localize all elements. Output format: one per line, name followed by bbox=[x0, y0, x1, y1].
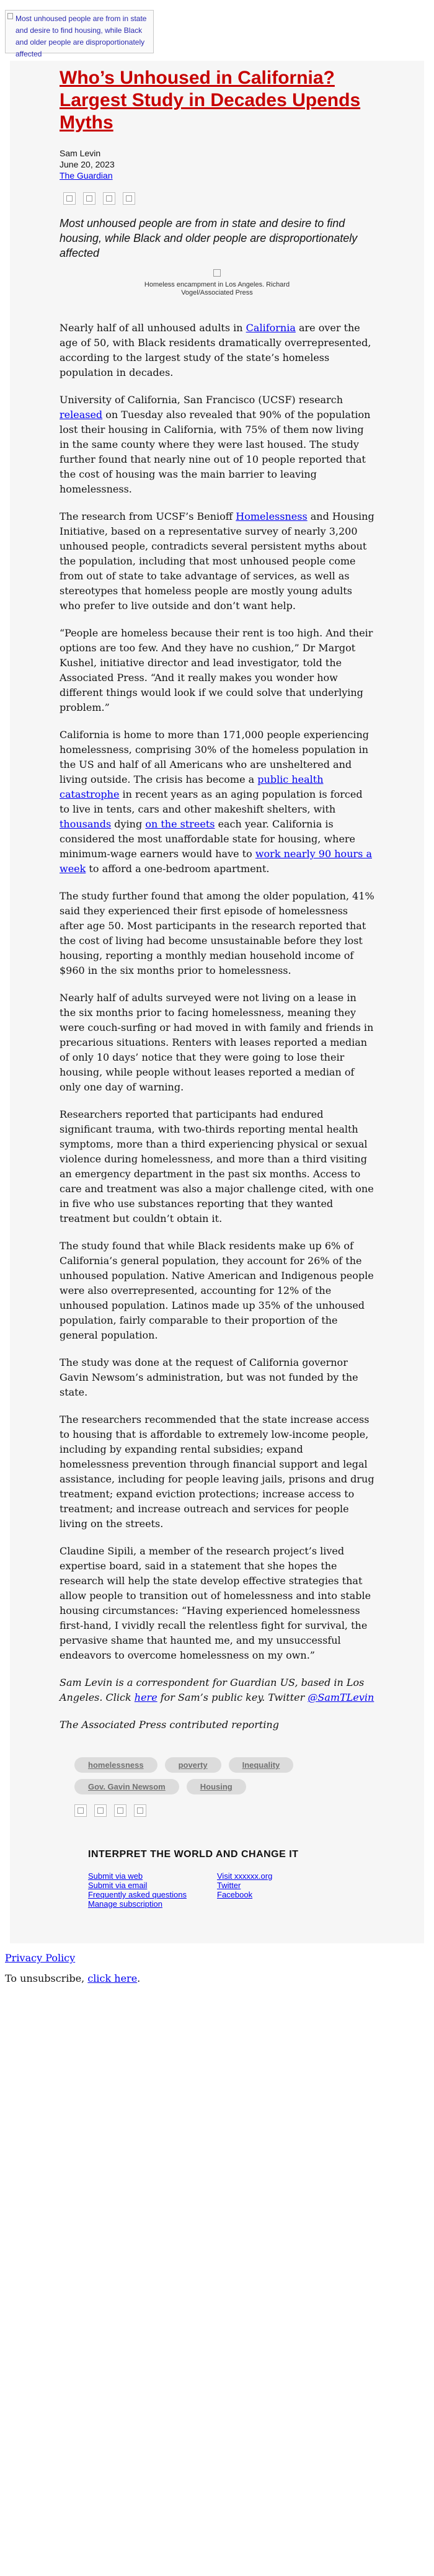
share-icon[interactable] bbox=[123, 192, 135, 205]
footer-link[interactable]: Submit via email bbox=[88, 1881, 148, 1890]
article-byline bbox=[60, 148, 374, 181]
article-body bbox=[60, 321, 374, 1732]
share-icon[interactable] bbox=[103, 192, 115, 205]
source-link[interactable]: The Guardian bbox=[60, 171, 113, 180]
inline-link[interactable]: released bbox=[60, 409, 103, 421]
author-bio: Sam Levin is a correspondent for Guardian US, based in Los Angeles. Click here for Sam’s public key. Twitter @SamTLevin bbox=[60, 1677, 374, 1703]
inline-link[interactable]: on the streets bbox=[145, 818, 215, 830]
article-standfirst: Most unhoused people are from in state and desire to find housing, while Black and older people are disproportionately affected bbox=[60, 217, 358, 259]
share-icon[interactable] bbox=[83, 192, 95, 205]
twitter-handle-link[interactable]: @SamTLevin bbox=[308, 1691, 374, 1703]
footer-title: INTERPRET THE WORLD AND CHANGE IT bbox=[88, 1849, 299, 1860]
footer-link[interactable]: Frequently asked questions bbox=[88, 1890, 187, 1899]
paragraph: Claudine Sipili, a member of the research project’s lived expertise board, said in a statement that she hopes the research will help the state develop effective strategies that allow people to transition out of homelessness and into stable housing circumstances: “Having experienced homelessness first-hand, I vividly recall the relentless fight for survival, the pervasive shame that haunted me, and my unsuccessful endeavors to overcome homelessness on my own.” bbox=[60, 1545, 371, 1661]
footer-link[interactable]: Twitter bbox=[217, 1881, 241, 1890]
paragraph: The researchers recommended that the state increase access to housing that is affordable to extremely low-income people, including by expanding rental subsidies; expand homelessness prevention through financial support and legal assistance, including for people leaving jails, prisons and drug treatment; expand eviction protections; increase access to treatment; and increase outreach and services for people living on the streets. bbox=[60, 1414, 374, 1530]
share-bar bbox=[63, 192, 374, 205]
privacy-policy-link[interactable]: Privacy Policy bbox=[5, 1952, 76, 1964]
paragraph: Nearly half of adults surveyed were not living on a lease in the six months prior to facing homelessness, meaning they were couch-surfing or had moved in with family and friends in precarious situations. Renters with leases reported a median of only 10 days’ notice that they were going to lose their housing, while people without leases reported a median of only one day of warning. bbox=[60, 992, 374, 1093]
inline-link[interactable]: work nearly 90 hours a week bbox=[60, 848, 372, 875]
tag-pill[interactable]: Inequality bbox=[229, 1757, 294, 1773]
unsubscribe-link[interactable]: click here bbox=[87, 1972, 138, 1984]
figure-caption: Homeless encampment in Los Angeles. Richard Vogel/Associated Press bbox=[144, 281, 290, 296]
footer-links-left bbox=[88, 1871, 217, 1909]
paragraph: The study further found that among the older population, 41% said they experienced their first episode of homelessness after age 50. Most participants in the research reported that the cost of living had become unsustainable before they lost housing, reporting a monthly median household income of $960 in the six months prior to homelessness. bbox=[60, 890, 374, 976]
footer-links bbox=[88, 1871, 346, 1909]
paragraph: The study was done at the request of California governor Gavin Newsom’s administration, but was not funded by the state. bbox=[60, 1357, 358, 1398]
inline-link[interactable]: public health catastrophe bbox=[60, 773, 324, 800]
share-icon[interactable] bbox=[134, 1804, 146, 1817]
broken-image-icon bbox=[7, 13, 13, 19]
paragraph: The research from UCSF’s Benioff Homelessness and Housing Initiative, based on a representative survey of nearly 3,200 unhoused people, contradicts several persistent myths about the population, including that most unhoused people come from out of state to take advantage of services, as well as stereotypes that homeless people are mostly young adults who prefer to live outside and don’t want help. bbox=[60, 510, 374, 612]
article-container bbox=[10, 61, 424, 1943]
footer-link[interactable]: Submit via web bbox=[88, 1871, 143, 1881]
tag-pill[interactable]: Gov. Gavin Newsom bbox=[74, 1779, 179, 1794]
publish-date: June 20, 2023 bbox=[60, 159, 115, 169]
paragraph: Nearly half of all unhoused adults in California are over the age of 50, with Black residents dramatically overrepresented, according to the largest study of the state’s homeless population in decades. bbox=[60, 322, 371, 378]
inline-link[interactable]: thousands bbox=[60, 818, 112, 830]
ap-credit: The Associated Press contributed reporting bbox=[60, 1719, 279, 1731]
paragraph: The study found that while Black residents make up 6% of California’s general population, they account for 26% of the unhoused population. Native American and Indigenous people were also overrepresented, accounting for 12% of the unhoused population. Latinos made up 35% of the unhoused population, fairly comparable to their proportion of the general population. bbox=[60, 1240, 374, 1341]
article-figure bbox=[60, 269, 374, 297]
share-icon[interactable] bbox=[94, 1804, 107, 1817]
article-headline[interactable]: Who’s Unhoused in California? Largest Study in Decades Upends Myths bbox=[60, 68, 361, 133]
tag-list bbox=[74, 1757, 347, 1794]
inline-link[interactable]: California bbox=[246, 322, 296, 334]
unsubscribe-text: To unsubscribe, click here. bbox=[5, 1972, 141, 1984]
footer-link[interactable]: Manage subscription bbox=[88, 1899, 162, 1909]
tag-pill[interactable]: poverty bbox=[165, 1757, 221, 1773]
inline-link[interactable]: Homelessness bbox=[236, 510, 308, 522]
footer-link[interactable]: Facebook bbox=[217, 1890, 253, 1899]
tag-pill[interactable]: homelessness bbox=[74, 1757, 157, 1773]
legal-footer bbox=[0, 1943, 434, 1984]
paragraph: University of California, San Francisco (UCSF) research released on Tuesday also revealed that 90% of the population lost their housing in California, with 75% of them now living in the same county where they were last housed. The study further found that nearly nine out of 10 people reported that the cost of housing was the main barrier to leaving homelessness. bbox=[60, 394, 371, 495]
share-icon[interactable] bbox=[114, 1804, 126, 1817]
share-icon[interactable] bbox=[74, 1804, 87, 1817]
author-name: Sam Levin bbox=[60, 148, 101, 158]
paragraph: “People are homeless because their rent is too high. And their options are too few. And they have no cushion,” Dr Margot Kushel, initiative director and lead investigator, told the Associated Press. “And it really makes you wonder how different things would look if we could solve that underlying problem.” bbox=[60, 627, 373, 713]
footer-links-right bbox=[217, 1871, 346, 1909]
public-key-link[interactable]: here bbox=[134, 1691, 157, 1703]
hero-image[interactable] bbox=[5, 10, 154, 58]
newsletter-footer bbox=[69, 1835, 365, 1919]
share-icon[interactable] bbox=[63, 192, 76, 205]
share-bar-bottom bbox=[74, 1804, 374, 1817]
footer-link[interactable]: Visit xxxxxx.org bbox=[217, 1871, 273, 1881]
paragraph: Researchers reported that participants had endured significant trauma, with two-thirds reporting mental health symptoms, more than a third experiencing physical or sexual violence during homelessness, and more than a third visiting an emergency department in the past six months. Access to care and treatment was also a major challenge cited, with one in five who use substances reporting that they wanted treatment but couldn’t obtain it. bbox=[60, 1108, 374, 1224]
paragraph: California is home to more than 171,000 people experiencing homelessness, comprising 30% of the homeless population in the US and half of all Americans who are unsheltered and living outside. The crisis has become a public health catastrophe in recent years as an aging population is forced to live in tents, cars and other makeshift shelters, with thousands dying on the streets each year. California is considered the most unaffordable state for housing, where minimum-wage earners would have to work nearly 90 hours a week to afford a one-bedroom apartment. bbox=[60, 729, 372, 875]
hero-image-alt: Most unhoused people are from in state and desire to find housing, while Black and older people are disproportionately affected bbox=[16, 14, 147, 58]
tag-pill[interactable]: Housing bbox=[187, 1779, 246, 1794]
broken-image-icon bbox=[213, 269, 221, 277]
